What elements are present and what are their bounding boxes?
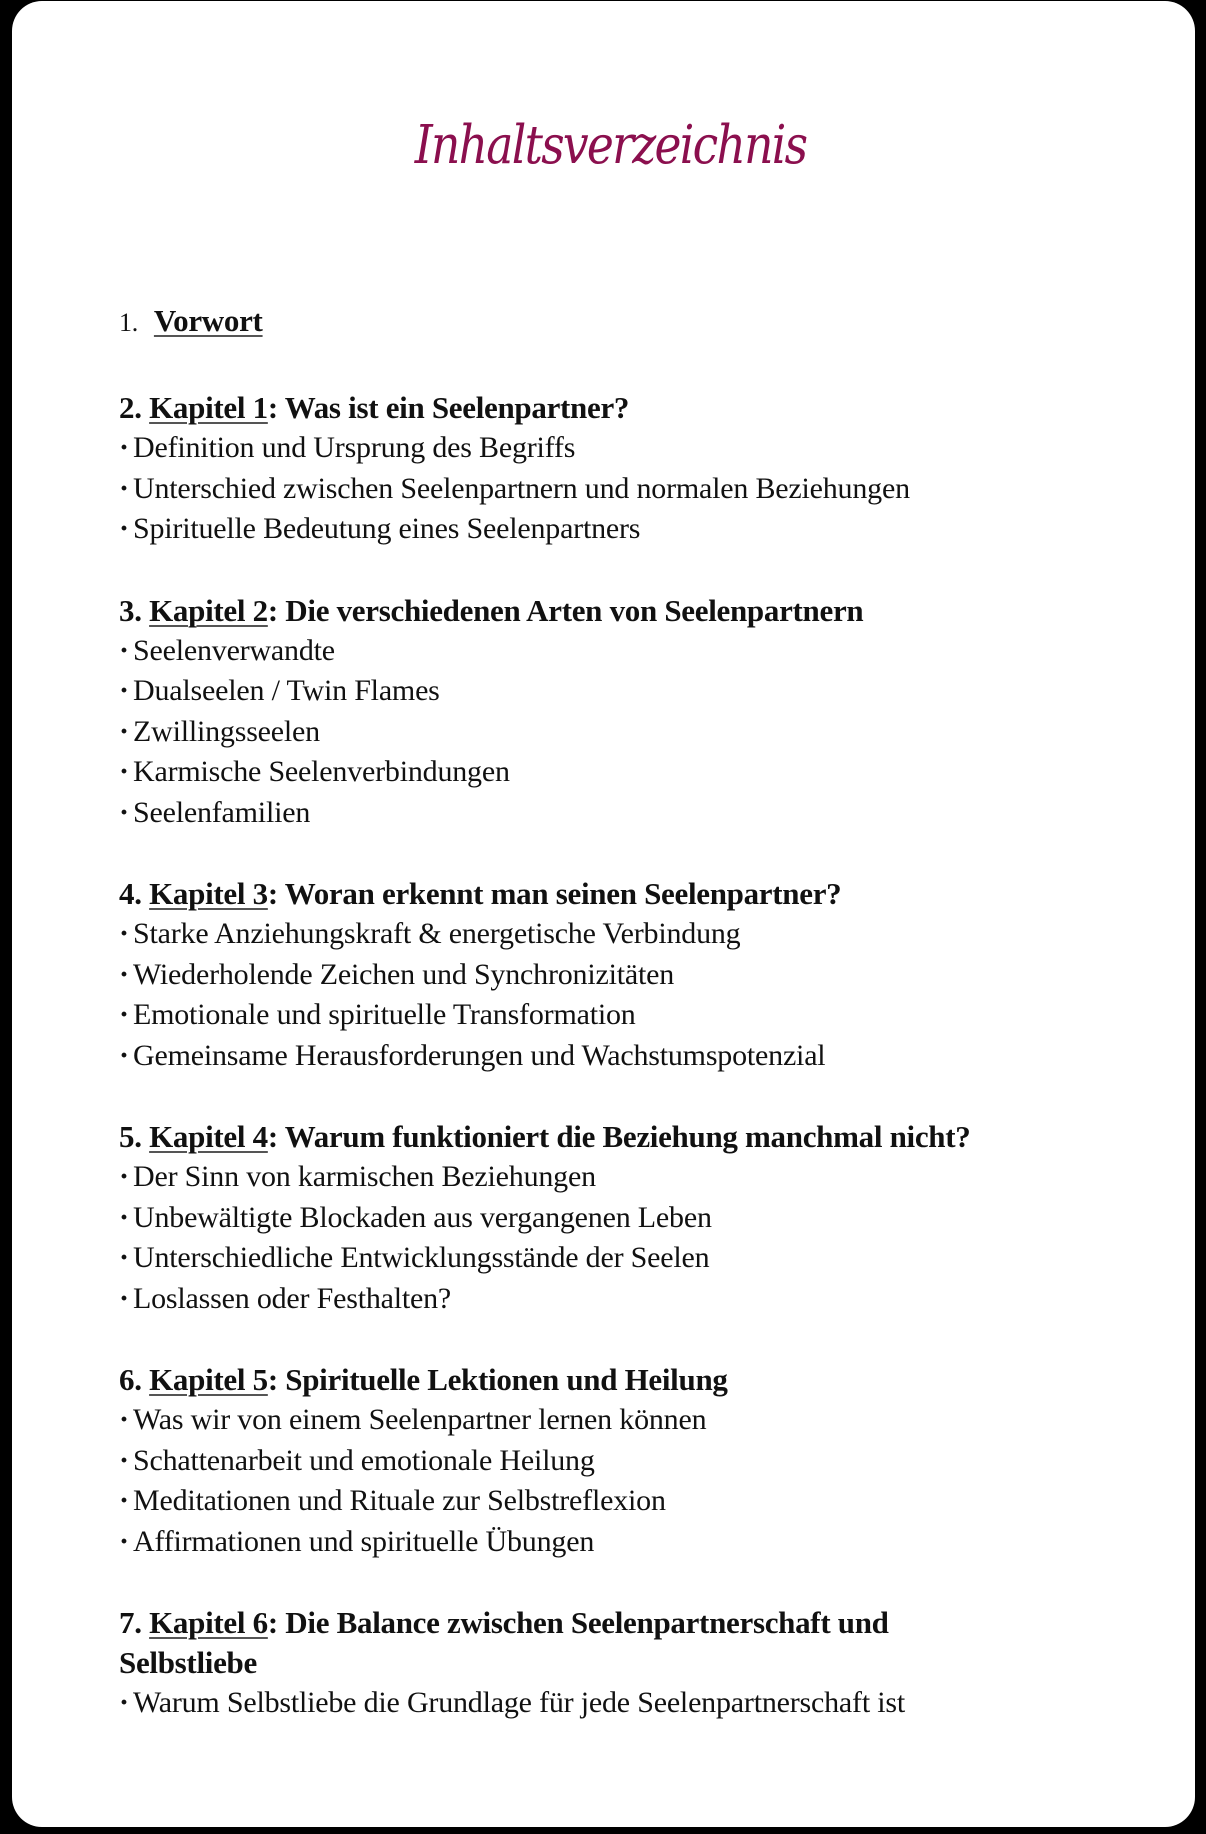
- bullet-icon: ·: [119, 714, 129, 748]
- item-text: Was wir von einem Seelenpartner lernen können: [133, 1403, 707, 1436]
- item-text: Unbewältigte Blockaden aus vergangenen Leben: [133, 1200, 712, 1234]
- item-text: Karmische Seelenverbindungen: [133, 755, 510, 788]
- item-text: Meditationen und Rituale zur Selbstreflexion: [133, 1484, 666, 1517]
- bullet-icon: ·: [119, 998, 129, 1031]
- toc-item: [119, 1522, 1169, 1563]
- toc-item: [119, 914, 1169, 955]
- chapter-title: : Spirituelle Lektionen und Heilung: [267, 1362, 728, 1397]
- page-title: Inhaltsverzeichnis: [414, 115, 807, 176]
- bullet-icon: ·: [119, 674, 129, 707]
- toc-item: [119, 1481, 1169, 1522]
- toc-entry-kapitel-4: [119, 1117, 1169, 1319]
- entry-number: 5.: [119, 1119, 142, 1154]
- table-of-contents: [119, 301, 1169, 1765]
- toc-entry-kapitel-2: [119, 591, 1169, 834]
- item-text: Emotionale und spirituelle Transformation: [133, 998, 636, 1031]
- item-text: Spirituelle Bedeutung eines Seelenpartners: [133, 512, 641, 545]
- bullet-icon: ·: [119, 957, 129, 991]
- toc-heading: [119, 388, 1169, 428]
- toc-item: [119, 1198, 1169, 1239]
- chapter-link-kapitel-1[interactable]: Kapitel 1: [149, 390, 268, 425]
- toc-item: [119, 752, 1169, 793]
- item-text: Seelenverwandte: [133, 633, 335, 667]
- bullet-icon: ·: [119, 1524, 129, 1558]
- toc-item: [119, 1441, 1169, 1482]
- chapter-title: : Warum funktioniert die Beziehung manchmal nicht?: [267, 1119, 971, 1154]
- toc-item: [119, 469, 1169, 510]
- entry-number: 1.: [119, 308, 138, 337]
- chapter-title: : Was ist ein Seelenpartner?: [267, 390, 630, 425]
- bullet-icon: ·: [119, 431, 129, 464]
- toc-item: [119, 631, 1169, 672]
- item-text: Gemeinsame Herausforderungen und Wachstumspotenzial: [133, 1038, 826, 1072]
- bullet-icon: ·: [119, 795, 129, 829]
- item-text: Dualseelen / Twin Flames: [133, 674, 440, 707]
- bullet-icon: ·: [119, 1281, 129, 1315]
- item-text: Unterschiedliche Entwicklungsstände der Seelen: [133, 1241, 710, 1274]
- toc-item: [119, 1157, 1169, 1198]
- item-text: Unterschied zwischen Seelenpartnern und normalen Beziehungen: [133, 471, 910, 505]
- item-text: Definition und Ursprung des Begriffs: [133, 431, 576, 464]
- toc-item: [119, 428, 1169, 469]
- chapter-link-vorwort[interactable]: Vorwort: [153, 303, 263, 338]
- toc-entry-kapitel-3: [119, 874, 1169, 1076]
- chapter-title: : Die Balance zwischen Seelenpartnerschaft und Selbstliebe: [119, 1605, 889, 1680]
- bullet-icon: ·: [119, 917, 129, 950]
- item-text: Seelenfamilien: [133, 795, 311, 829]
- item-text: Schattenarbeit und emotionale Heilung: [133, 1443, 595, 1477]
- bullet-icon: ·: [119, 755, 129, 788]
- chapter-title: : Woran erkennt man seinen Seelenpartner?: [267, 876, 842, 911]
- toc-item: [119, 793, 1169, 834]
- toc-item: [119, 1238, 1169, 1279]
- toc-heading: [119, 1603, 1019, 1683]
- item-text: Wiederholende Zeichen und Synchronizitäten: [133, 957, 675, 991]
- toc-item: [119, 1400, 1169, 1441]
- toc-heading: [119, 591, 1169, 631]
- toc-item: [119, 509, 1169, 550]
- item-text: Der Sinn von karmischen Beziehungen: [133, 1160, 596, 1193]
- chapter-link-kapitel-5[interactable]: Kapitel 5: [149, 1362, 268, 1397]
- bullet-icon: ·: [119, 1241, 129, 1274]
- chapter-title: : Die verschiedenen Arten von Seelenpartnern: [267, 592, 864, 628]
- item-text: Loslassen oder Festhalten?: [133, 1281, 452, 1315]
- toc-heading: [119, 1360, 1169, 1400]
- toc-item: [119, 995, 1169, 1036]
- bullet-icon: ·: [119, 1443, 129, 1477]
- item-text: Starke Anziehungskraft & energetische Verbindung: [133, 917, 741, 950]
- entry-number: 3.: [119, 592, 142, 628]
- document-page: [12, 1, 1195, 1827]
- chapter-link-kapitel-2[interactable]: Kapitel 2: [149, 592, 268, 628]
- item-text: Zwillingsseelen: [133, 714, 320, 748]
- item-text: Affirmationen und spirituelle Übungen: [133, 1524, 595, 1558]
- bullet-icon: ·: [119, 1686, 129, 1719]
- entry-number: 4.: [119, 876, 142, 911]
- bullet-icon: ·: [119, 1484, 129, 1517]
- item-text: Warum Selbstliebe die Grundlage für jede Seelenpartnerschaft ist: [133, 1686, 906, 1719]
- toc-item: [119, 1036, 1169, 1077]
- toc-item: [119, 1683, 1169, 1724]
- toc-item: [119, 712, 1169, 753]
- toc-item: [119, 671, 1169, 712]
- bullet-icon: ·: [119, 1160, 129, 1193]
- toc-heading: [119, 301, 1169, 343]
- bullet-icon: ·: [119, 1403, 129, 1436]
- toc-entry-kapitel-5: [119, 1360, 1169, 1562]
- entry-number: 2.: [119, 390, 142, 425]
- bullet-icon: ·: [119, 471, 129, 505]
- bullet-icon: ·: [119, 633, 129, 667]
- toc-item: [119, 955, 1169, 996]
- toc-entry-kapitel-1: [119, 388, 1169, 550]
- chapter-link-kapitel-6[interactable]: Kapitel 6: [149, 1605, 268, 1640]
- toc-heading: [119, 874, 1169, 914]
- bullet-icon: ·: [119, 512, 129, 545]
- entry-number: 7.: [119, 1605, 142, 1640]
- chapter-link-kapitel-3[interactable]: Kapitel 3: [149, 876, 268, 911]
- bullet-icon: ·: [119, 1038, 129, 1072]
- entry-number: 6.: [119, 1362, 142, 1397]
- toc-entry-kapitel-6: [119, 1603, 1169, 1724]
- toc-entry-vorwort: [119, 301, 1169, 343]
- toc-item: [119, 1279, 1169, 1320]
- chapter-link-kapitel-4[interactable]: Kapitel 4: [149, 1119, 268, 1154]
- toc-heading: [119, 1117, 1169, 1157]
- bullet-icon: ·: [119, 1200, 129, 1234]
